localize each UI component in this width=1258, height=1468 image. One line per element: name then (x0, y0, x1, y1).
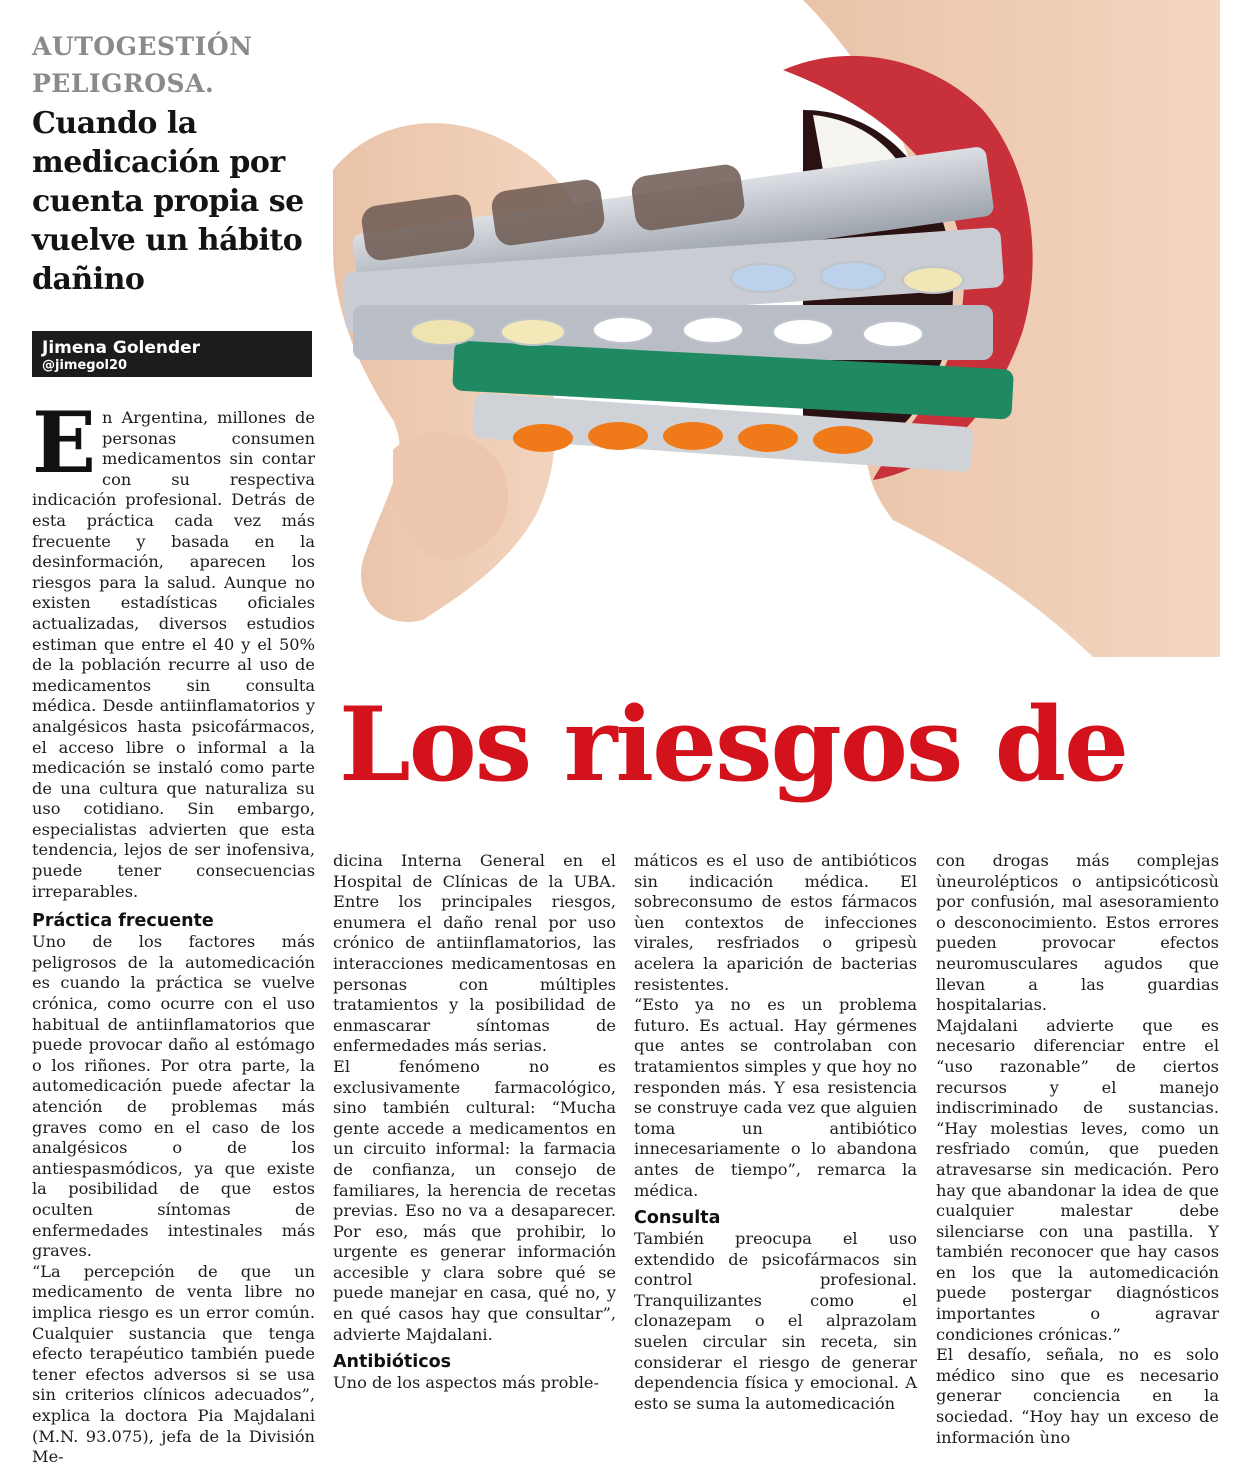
article-column-4 (936, 851, 1219, 1448)
lead-paragraph: En Argentina, millones de personas consumen medicamentos sin contar con su respectiva indicación profesional. Detrás de esta práctica cada vez más frecuente y basada en la desinformación, aparecen los riesgos para la salud. Aunque no existen estadísticas oficiales actualizadas, diversos estudios estiman que entre el 40 y el 50% de la población recurre al uso de medicamentos sin consulta médica. Desde antiinflamatorios y analgésicos hasta psicofármacos, el acceso libre o informal a la medicación se instaló como parte de una cultura que naturaliza su uso cotidiano. Sin embargo, especialistas advierten que esta tendencia, lejos de ser inofensiva, puede tener consecuencias irreparables. (32, 393, 315, 901)
paragraph: El fenómeno no es exclusivamente farmacológico, sino también cultural: “Mucha gente accede a medicamentos en un circuito informal: la farmacia de confianza, un consejo de familiares, la herencia de recetas previas. Eso no va a desaparecer. Por eso, más que prohibir, lo urgente es generar información accesible y clara sobre qué se puede manejar en casa, qué no, y en qué casos hay que consultar”, advierte Majdalani. (333, 1056, 616, 1344)
paragraph: También preocupa el uso extendido de psicofármacos sin control profesional. Tranquilizantes como el clonazepam o el alprazolam suelen circular sin receta, sin considerar el riesgo de generar dependencia física y emocional. A esto se suma la automedicación (634, 1229, 917, 1413)
subhead-practica-frecuente: Práctica frecuente (32, 911, 214, 932)
paragraph: “La percepción de que un medicamento de venta libre no implica riesgo es un error común. Cualquier sustancia que tenga efecto terapéutico también puede tener efectos adversos si se usa sin criterios clínicos adecuados”, explica la doctora Pia Majdalani (M.N. 93.075), jefa de la División Me- (32, 1261, 315, 1467)
article-column-3 (634, 851, 917, 1414)
paragraph: máticos es el uso de antibióticos sin indicación médica. El sobreconsumo de estos fármacos ùen contextos de infecciones virales, resfriados o gripesù acelera la aparición de bacterias resistentes. (634, 851, 917, 994)
author-name: Jimena Golender (42, 338, 201, 358)
article-column-2 (333, 851, 616, 1394)
author-handle: @jimegol20 (42, 358, 128, 373)
paragraph: Majdalani advierte que es necesario diferenciar entre el “uso razonable” de ciertos recursos y el manejo indiscriminado de sustancias. “Hay molestias leves, como un resfriado común, que pueden atravesarse sin medicación. Pero hay que abandonar la idea de que cualquier malestar debe silenciarse con una pastilla. Y también reconocer que hay casos en los que la automedicación puede postergar diagnósticos importantes o agravar condiciones crónicas.” (936, 1015, 1219, 1344)
paragraph: con drogas más complejas ùneurolépticos o antipsicóticosù por confusión, mal asesoramiento o desconocimiento. Estos errores pueden provocar efectos neuromusculares agudos que llevan a las guardias hospitalarias. (936, 851, 1219, 1015)
subhead-consulta: Consulta (634, 1208, 721, 1229)
section-title: Los riesgos de (339, 685, 1127, 805)
article-column-1 (32, 393, 315, 1468)
byline (32, 331, 312, 377)
photo-illustration (333, 0, 1220, 657)
subhead-antibioticos: Antibióticos (333, 1352, 452, 1373)
paragraph: El desafío, señala, no es solo médico sino que es necesario generar conciencia en la sociedad. “Hoy hay un exceso de información ùno (936, 1345, 1219, 1447)
photo-woman-eating-pill-blisters (333, 0, 1220, 657)
kicker: AUTOGESTIÓN PELIGROSA. (32, 32, 253, 98)
paragraph: Uno de los aspectos más proble- (333, 1373, 599, 1393)
paragraph: “Esto ya no es un problema futuro. Es actual. Hay gérmenes que antes se controlaban con tratamientos simples y que hoy no responden más. Y esa resistencia se construye cada vez que alguien toma un antibiótico innecesariamente o lo abandona antes de tiempo”, remarca la médica. (634, 995, 917, 1200)
drop-cap: E (32, 393, 97, 492)
headline: Cuando la medicación por cuenta propia se vuelve un hábito dañino (32, 106, 304, 297)
paragraph: Uno de los factores más peligrosos de la automedicación es cuando la práctica se vuelve crónica, como ocurre con el uso habitual de antiinflamatorios que puede provocar daño al estómago o los riñones. Por otra parte, la automedicación puede afectar la atención de problemas más graves como en el caso de los analgésicos o de los antiespasmódicos, ya que existe la posibilidad de que estos oculten síntomas de enfermedades intestinales más graves. (32, 932, 315, 1261)
paragraph: dicina Interna General en el Hospital de Clínicas de la UBA. Entre los principales riesgos, enumera el daño renal por uso crónico de antiinflamatorios, las interacciones medicamentosas en personas con múltiples tratamientos y la posibilidad de enmascarar síntomas de enfermedades más serias. (333, 851, 616, 1056)
